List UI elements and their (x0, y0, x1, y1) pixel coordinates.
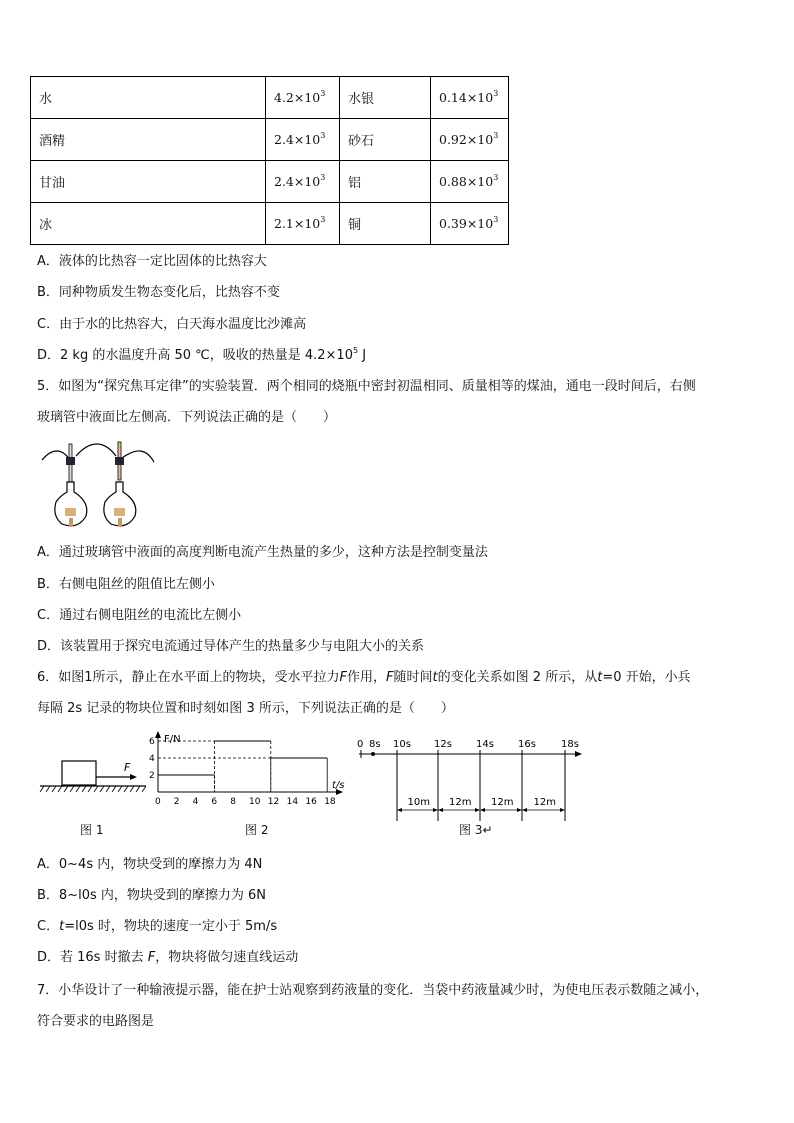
table-cell: 甘油 (31, 161, 266, 203)
time-label: 10s (393, 739, 411, 750)
q5-option-d: D．该装置用于探究电流通过导体产生的热量多少与电阻大小的关系 (37, 639, 425, 654)
table-cell: $2.4\times 10^3$ (266, 119, 340, 161)
table-cell: $0.88\times 10^3$ (431, 161, 509, 203)
x-tick-label: 12 (267, 797, 280, 807)
q6-option-a: A．0~4s 内，物块受到的摩擦力为 4N (37, 857, 263, 872)
figure-1-caption: 图 1 (80, 823, 104, 837)
position-dot (371, 752, 375, 756)
table-cell: 冰 (31, 203, 266, 245)
q7-stem: 7．小华设计了一种输液提示器，能在护士站观察到药液量的变化．当袋中药液量减少时，为使电压表示数随之减小， (37, 983, 709, 998)
table-cell: 水 (31, 77, 266, 119)
figure-3-position-timeline (355, 736, 585, 831)
q6-option-d: D．若 16s 时撤去 F，物块将做匀速直线运动 (37, 950, 299, 965)
arrow-head (522, 808, 527, 812)
arrow-head (438, 808, 443, 812)
q7-stem-cont: 符合要求的电路图是 (37, 1014, 155, 1029)
arrow-head (517, 808, 522, 812)
distance-label: 10m (407, 797, 430, 808)
q5-option-b: B．右侧电阻丝的阻值比左侧小 (37, 577, 215, 592)
time-label: 12s (434, 739, 452, 750)
table-cell: $2.4\times 10^3$ (266, 161, 340, 203)
figure-3-caption: 图 3↵ (459, 823, 493, 837)
q4-option-d: D．2 kg 的水温度升高 50 ℃，吸收的热量是 $4.2\times 10^5$ J (37, 346, 367, 363)
x-axis-label: t/s (332, 780, 345, 791)
figure-2-force-time-graph (148, 730, 358, 810)
time-label: 16s (518, 739, 536, 750)
y-axis-label: F/N (164, 734, 181, 745)
table-cell: 水银 (340, 77, 431, 119)
table-cell: 酒精 (31, 119, 266, 161)
q4-option-a: A．液体的比热容一定比固体的比热容大 (37, 254, 267, 269)
q6-stem-cont: 每隔 2s 记录的物块位置和时刻如图 3 所示，下列说法正确的是（ ） (37, 701, 454, 716)
time-label: 0 (357, 739, 364, 750)
x-tick-label: 18 (324, 797, 336, 807)
table-cell: $0.14\times 10^3$ (431, 77, 509, 119)
figure-2-caption: 图 2 (245, 823, 269, 837)
arrow-head (560, 808, 565, 812)
distance-label: 12m (533, 797, 556, 808)
figure-1-block-diagram (38, 755, 148, 800)
specific-heat-table (30, 76, 509, 245)
arrow-head (475, 808, 480, 812)
time-label: 8s (369, 739, 381, 750)
distance-label: 12m (449, 797, 472, 808)
block-shape (62, 761, 96, 785)
time-label: 14s (476, 739, 494, 750)
force-label: F (124, 761, 131, 774)
arrow-head (433, 808, 438, 812)
table-row (31, 203, 509, 245)
table-cell: $0.92\times 10^3$ (431, 119, 509, 161)
q6-stem: 6．如图1所示，静止在水平面上的物块，受水平拉力F作用，F随时间t的变化关系如图 2 所示，从t=0 开始，小兵 (37, 670, 691, 685)
q5-stem-cont: 玻璃管中液面比左侧高．下列说法正确的是（ ） (37, 410, 337, 425)
table-row (31, 77, 509, 119)
y-tick-label: 4 (149, 754, 155, 764)
table-cell: 铝 (340, 161, 431, 203)
q5-option-c: C．通过右侧电阻丝的电流比左侧小 (37, 608, 242, 623)
y-tick-label: 6 (149, 737, 155, 747)
x-tick-label: 4 (192, 797, 199, 807)
x-tick-label: 6 (211, 797, 218, 807)
table-row (31, 161, 509, 203)
x-tick-label: 16 (305, 797, 317, 807)
x-tick-label: 0 (155, 797, 161, 807)
x-tick-label: 14 (286, 797, 299, 807)
x-tick-label: 10 (249, 797, 261, 807)
table-cell: $2.1\times 10^3$ (266, 203, 340, 245)
table-cell: $4.2\times 10^3$ (266, 77, 340, 119)
distance-label: 12m (491, 797, 514, 808)
table-cell: 砂石 (340, 119, 431, 161)
arrow-head (397, 808, 402, 812)
x-tick-label: 8 (230, 797, 236, 807)
table-cell: 铜 (340, 203, 431, 245)
table-row (31, 119, 509, 161)
y-tick-label: 2 (149, 771, 155, 781)
q5-stem: 5．如图为“探究焦耳定律”的实验装置．两个相同的烧瓶中密封初温相同、质量相等的煤油，通电一段时间后，右侧 (37, 379, 696, 394)
arrow-head (480, 808, 485, 812)
x-tick-label: 2 (173, 797, 180, 807)
q5-option-a: A．通过玻璃管中液面的高度判断电流产生热量的多少，这种方法是控制变量法 (37, 545, 488, 560)
q4-option-c: C．由于水的比热容大，白天海水温度比沙滩高 (37, 317, 307, 332)
q6-option-b: B．8~l0s 内，物块受到的摩擦力为 6N (37, 888, 266, 903)
q4-option-b: B．同种物质发生物态变化后，比热容不变 (37, 285, 280, 300)
q6-option-c: C．t=l0s 时，物块的速度一定小于 5m/s (37, 919, 278, 934)
time-label: 18s (561, 739, 579, 750)
table-cell: $0.39\times 10^3$ (431, 203, 509, 245)
joule-law-apparatus-figure (38, 440, 158, 532)
